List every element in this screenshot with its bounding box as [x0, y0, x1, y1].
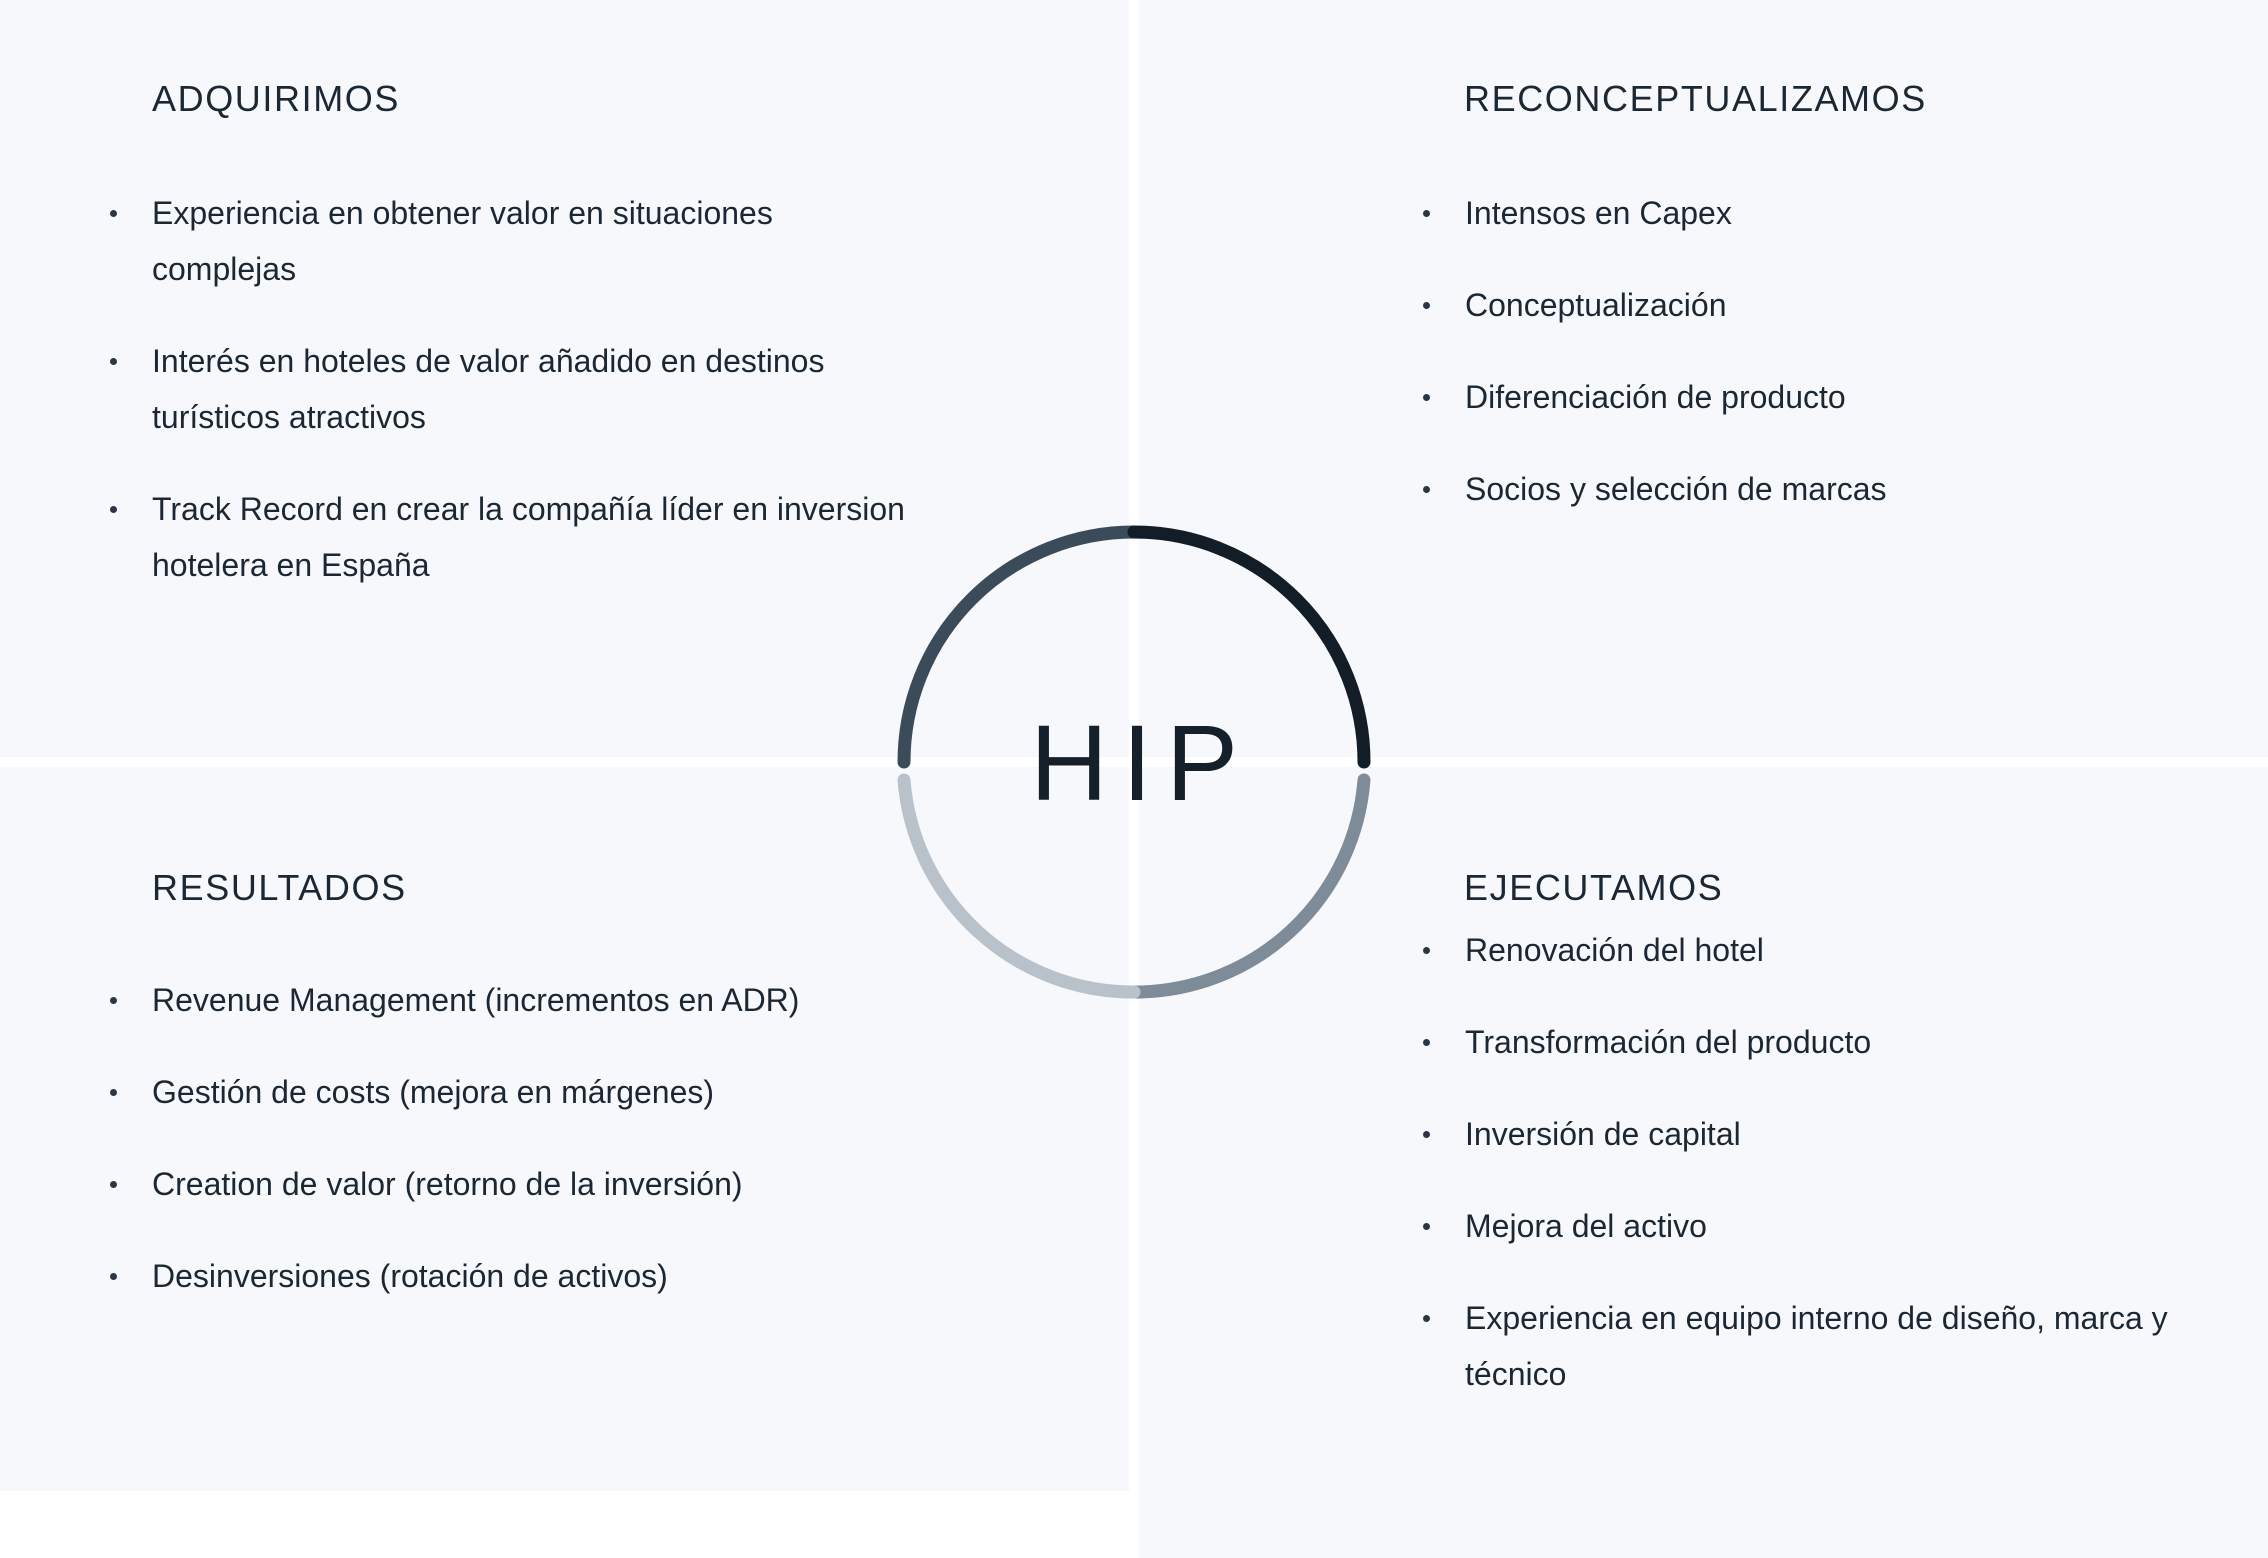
quadrant-title-ejecutamos: EJECUTAMOS: [1464, 867, 1724, 908]
list-item: Gestión de costs (mejora en márgenes): [96, 1064, 996, 1120]
bullet-list-resultados: [96, 972, 996, 1340]
list-item: Creation de valor (retorno de la inversión): [96, 1156, 996, 1212]
list-item: Diferenciación de producto: [1409, 369, 2209, 425]
list-item: Mejora del activo: [1409, 1198, 2219, 1254]
center-emblem: [884, 512, 1384, 1012]
list-item: Intensos en Capex: [1409, 185, 2209, 241]
quadrant-title-adquirimos: ADQUIRIMOS: [152, 78, 401, 119]
list-item: Conceptualización: [1409, 277, 2209, 333]
list-item: Desinversiones (rotación de activos): [96, 1248, 996, 1304]
bullet-list-reconceptualizamos: [1409, 185, 2209, 553]
list-item: Experiencia en obtener valor en situaciones complejas: [96, 185, 916, 297]
list-item: Socios y selección de marcas: [1409, 461, 2209, 517]
list-item: Inversión de capital: [1409, 1106, 2219, 1162]
list-item: Interés en hoteles de valor añadido en destinos turísticos atractivos: [96, 333, 916, 445]
list-item: Revenue Management (incrementos en ADR): [96, 972, 996, 1028]
list-item: Experiencia en equipo interno de diseño, marca y técnico: [1409, 1290, 2219, 1402]
quadrant-title-resultados: RESULTADOS: [152, 867, 407, 908]
quadrant-title-reconceptualizamos: RECONCEPTUALIZAMOS: [1464, 78, 1927, 119]
list-item: Transformación del producto: [1409, 1014, 2219, 1070]
list-item: Track Record en crear la compañía líder en inversion hotelera en España: [96, 481, 916, 593]
bullet-list-adquirimos: [96, 185, 916, 629]
bullet-list-ejecutamos: [1409, 922, 2219, 1438]
list-item: Renovación del hotel: [1409, 922, 2219, 978]
emblem-label: HIP: [1029, 701, 1253, 823]
